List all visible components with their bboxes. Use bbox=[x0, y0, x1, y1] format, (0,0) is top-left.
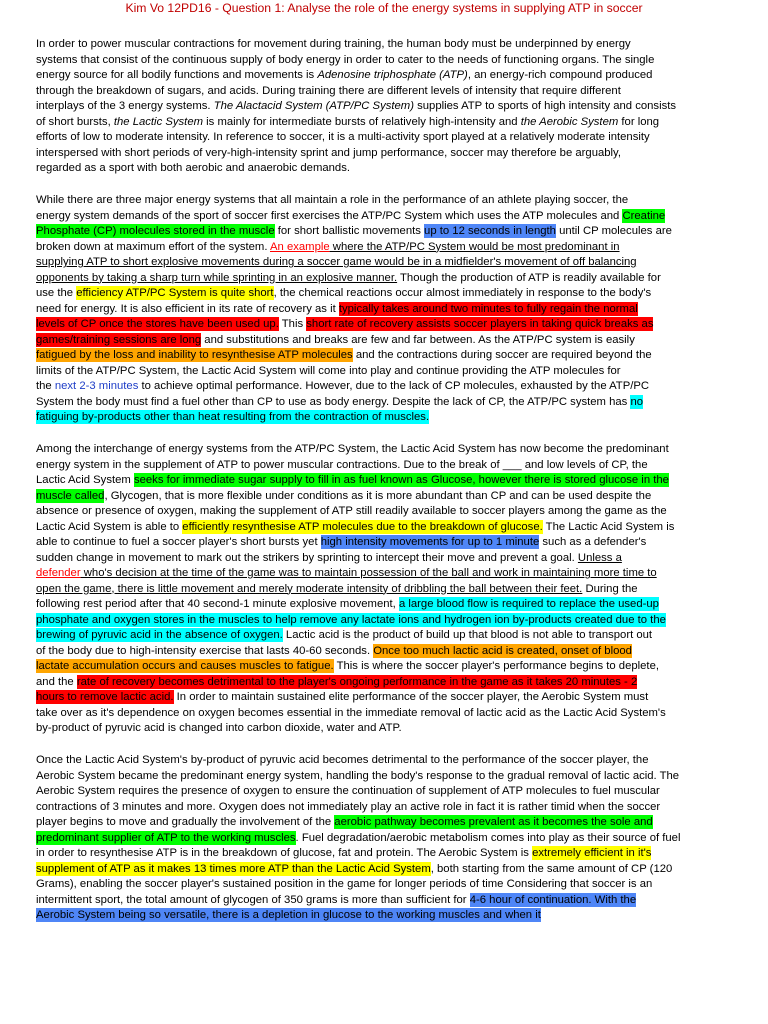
text-line bbox=[36, 473, 736, 489]
text-line bbox=[36, 566, 736, 582]
text-run: interspersed with short periods of very-high-intensity sprint and jump performance, soccer may therefore be arguably, bbox=[36, 146, 621, 159]
text-run: efforts of low to moderate intensity. In reference to soccer, it is a multi-activity sport played at a relatively moderate intensity bbox=[36, 131, 650, 143]
text-run: , both starting from the same amount of CP (120 bbox=[430, 862, 673, 875]
text-line bbox=[36, 146, 736, 162]
highlighted-text: aerobic pathway becomes prevalent as it becomes the sole and bbox=[334, 816, 653, 828]
text-run: opponents by taking a sharp turn while sprinting in an explosive manner. bbox=[36, 271, 398, 284]
text-run: In order to maintain sustained elite performance of the soccer player, the Aerobic System must bbox=[173, 691, 649, 703]
text-line bbox=[36, 784, 736, 800]
text-line bbox=[36, 831, 736, 847]
text-run: This bbox=[278, 318, 307, 330]
text-line bbox=[36, 302, 736, 318]
text-run: and substitutions and breaks are few and far between. As the ATP/PC system is easily bbox=[201, 333, 635, 346]
text-run: absence or presence of oxygen, making the supplement of ATP still readily available to soccer players among the game as the bbox=[36, 505, 667, 517]
text-run: open the game, there is little movement and merely moderate intensity of dribbling the ball between their feet. bbox=[36, 582, 583, 595]
text-line bbox=[36, 489, 736, 505]
text-run: Grams), enabling the soccer player's sustained position in the game for longer periods of time Considering that soccer is an bbox=[36, 878, 653, 890]
text-run: defender bbox=[36, 567, 81, 579]
text-run: supplying ATP to short explosive movements during a soccer game would be in a midfielder's movement of off balancing bbox=[36, 256, 637, 268]
text-run: Adenosine triphosphate (ATP) bbox=[317, 69, 468, 81]
text-line bbox=[36, 333, 736, 349]
text-line bbox=[36, 551, 736, 567]
text-line bbox=[36, 224, 736, 240]
highlighted-text: fatigued by the loss and inability to resynthesise ATP molecules bbox=[36, 349, 353, 361]
text-line bbox=[36, 84, 736, 100]
text-line bbox=[36, 99, 736, 115]
text-line bbox=[36, 520, 736, 536]
highlighted-text: muscle called bbox=[36, 489, 105, 502]
text-line bbox=[36, 442, 736, 458]
text-run: such as a defender's bbox=[539, 536, 647, 548]
text-run: The Alactacid System (ATP/PC System) bbox=[213, 100, 414, 112]
text-run: need for energy. It is also efficient in its rate of recovery as it bbox=[36, 302, 339, 315]
highlighted-text: Phosphate (CP) molecules stored in the muscle bbox=[36, 225, 275, 237]
text-run: for short ballistic movements bbox=[274, 225, 425, 237]
highlighted-text: a large blood flow is required to replace the used-up bbox=[398, 598, 659, 610]
text-run: contractions of 3 minutes and more. Oxygen does not immediately play an active role in fact it is rather timid when the soccer bbox=[36, 800, 661, 813]
highlighted-text: high intensity movements for up to 1 minute bbox=[320, 536, 540, 548]
text-run: to achieve optimal performance. However, due to the lack of CP molecules, exhausted by the ATP/PC bbox=[138, 380, 650, 392]
highlighted-text: games/training sessions are long bbox=[36, 333, 202, 346]
text-line bbox=[36, 53, 736, 69]
text-line bbox=[36, 458, 736, 474]
text-line bbox=[36, 877, 736, 893]
text-run: take over as it's dependence on oxygen becomes essential in the immediate removal of lactic acid as the Lactic Acid System's bbox=[36, 706, 666, 719]
highlighted-text: no bbox=[630, 395, 644, 408]
highlighted-text: levels of CP once the stores have been used up. bbox=[36, 318, 279, 330]
highlighted-text: 4-6 hour of continuation. With the bbox=[469, 893, 637, 906]
text-run: Aerobic System became the predominant energy system, handling the body's response to the gradual removal of lactic acid. The bbox=[36, 769, 680, 782]
text-line bbox=[36, 209, 736, 225]
highlighted-text: efficiently resynthesise ATP molecules due to the breakdown of glucose. bbox=[182, 520, 543, 533]
text-line bbox=[36, 675, 736, 691]
text-run: Once the Lactic Acid System's by-product of pyruvic acid becomes detrimental to the performance of the soccer player, the bbox=[36, 754, 649, 766]
text-line bbox=[36, 908, 736, 924]
text-run: and the contractions during soccer are required beyond the bbox=[352, 349, 652, 361]
text-line bbox=[36, 161, 736, 177]
highlighted-text: supplement of ATP as it makes 13 times more ATP than the Lactic Acid System bbox=[36, 862, 431, 875]
text-line bbox=[36, 115, 736, 131]
paragraph-2 bbox=[36, 193, 736, 426]
text-line bbox=[36, 535, 736, 551]
text-line bbox=[36, 348, 736, 364]
highlighted-text: typically takes around two minutes to fully regain the normal bbox=[338, 302, 638, 315]
text-run: limits of the ATP/PC System, the Lactic Acid System will come into play and continue providing the ATP molecules for bbox=[36, 364, 621, 377]
text-run: Lactic Acid System is able to bbox=[36, 520, 183, 533]
highlighted-text: seeks for immediate sugar supply to fill in as fuel known as Glucose, however there is stored glucose in the bbox=[133, 474, 669, 486]
text-line bbox=[36, 644, 736, 660]
text-run: of short bursts, bbox=[36, 115, 114, 128]
highlighted-text: rate of recovery becomes detrimental to the player's ongoing performance in the game as it takes 20 minutes - 2 bbox=[76, 675, 638, 688]
page-title: Kim Vo 12PD16 - Question 1: Analyse the role of the energy systems in supplying ATP in soccer bbox=[125, 1, 643, 15]
text-line bbox=[36, 582, 736, 598]
text-run: Among the interchange of energy systems from the ATP/PC System, the Lactic Acid System has now become the predominant bbox=[36, 443, 669, 455]
text-line bbox=[36, 721, 736, 737]
text-run: until CP molecules are bbox=[555, 225, 672, 237]
text-line bbox=[36, 862, 736, 878]
text-line bbox=[36, 815, 736, 831]
paragraph-1 bbox=[36, 37, 736, 177]
text-run: player begins to move and gradually the involvement of the bbox=[36, 816, 335, 828]
text-run: the bbox=[36, 380, 55, 392]
text-run: in order to resynthesise ATP is in the breakdown of glucose, fat and protein. The Aerobic System is bbox=[36, 847, 533, 859]
highlighted-text: fatiguing by-products other than heat resulting from the contraction of muscles. bbox=[36, 411, 430, 423]
text-run: Lactic acid is the product of build up that blood is not able to transport out bbox=[282, 629, 653, 641]
text-run: energy system demands of the sport of soccer first exercises the ATP/PC System which uses the ATP molecules and bbox=[36, 209, 623, 222]
highlighted-text: extremely efficient in it's bbox=[532, 847, 652, 859]
text-line bbox=[36, 690, 736, 706]
highlighted-text: hours to remove lactic acid. bbox=[36, 691, 174, 703]
text-run: supplies ATP to sports of high intensity and consists bbox=[413, 100, 677, 112]
text-run: An example bbox=[270, 240, 330, 253]
text-run: Unless a bbox=[577, 551, 622, 564]
text-run: Lactic Acid System bbox=[36, 474, 134, 486]
text-line bbox=[36, 240, 736, 256]
text-run: able to continue to fuel a soccer player's short bursts yet bbox=[36, 536, 321, 548]
text-run: , Glycogen, that is more flexible under conditions as it is more abundant than CP and can be used despite the bbox=[104, 489, 652, 502]
text-line bbox=[36, 68, 736, 84]
text-run: and the bbox=[36, 675, 77, 688]
text-run: next 2-3 minutes bbox=[54, 380, 139, 392]
text-run: by-product of pyruvic acid is changed into carbon dioxide, water and ATP. bbox=[36, 722, 402, 734]
text-line bbox=[36, 597, 736, 613]
text-run: intermittent sport, the total amount of glycogen of 350 grams is more than sufficient for bbox=[36, 893, 470, 906]
text-line bbox=[36, 193, 736, 209]
text-run: Though the production of ATP is readily available for bbox=[397, 271, 661, 284]
text-line bbox=[36, 769, 736, 785]
highlighted-text: short rate of recovery assists soccer players in taking quick breaks as bbox=[306, 318, 654, 330]
text-run: The Lactic Acid System is bbox=[542, 520, 675, 533]
text-run: regarded as a sport with both aerobic and anaerobic demands. bbox=[36, 162, 351, 174]
text-run: energy source for all bodily functions and movements is bbox=[36, 69, 318, 81]
highlighted-text: Aerobic System being so versatile, there is a depletion in glucose to the working muscles and when it bbox=[36, 909, 541, 921]
text-run: systems that consist of the continuous supply of body energy in order to cater to the needs of functioning organs. The single bbox=[36, 53, 655, 66]
text-line bbox=[36, 753, 736, 769]
text-run: where the ATP/PC System would be most predominant in bbox=[329, 240, 620, 253]
text-run: . Fuel degradation/aerobic metabolism comes into play as their source of fuel bbox=[295, 831, 681, 844]
text-run: This is where the soccer player's performance begins to deplete, bbox=[333, 660, 659, 672]
text-run: , an energy-rich compound produced bbox=[467, 69, 653, 81]
text-line bbox=[36, 286, 736, 302]
text-run: In order to power muscular contractions for movement during training, the human body must be underpinned by energy bbox=[36, 38, 631, 50]
text-line bbox=[36, 410, 736, 426]
highlighted-text: up to 12 seconds in length bbox=[424, 225, 556, 237]
text-run: While there are three major energy systems that all maintain a role in the performance of an athlete playing soccer, the bbox=[36, 194, 629, 206]
text-run: is mainly for intermediate bursts of relatively high-intensity and bbox=[203, 115, 521, 128]
text-run: energy system in the supplement of ATP to power muscular contractions. Due to the break of ___ and low levels of CP, the bbox=[36, 458, 648, 471]
text-line bbox=[36, 130, 736, 146]
text-run: broken down at maximum effort of the system. bbox=[36, 240, 270, 253]
text-run: During the bbox=[582, 582, 638, 595]
text-run: System the body must find a fuel other than CP to use as body energy. Despite the lack of CP, the ATP/PC system has bbox=[36, 395, 631, 408]
text-run: sudden change in movement to mark out the strikers by sprinting to intercept their move and prevent a goal. bbox=[36, 551, 578, 564]
text-run: for long bbox=[618, 115, 660, 128]
text-run: Aerobic System requires the presence of oxygen to ensure the continuation of supplement of ATP molecules to fuel muscular bbox=[36, 785, 660, 797]
text-run: interplays of the 3 energy systems. bbox=[36, 100, 214, 112]
text-line bbox=[36, 37, 736, 53]
text-run: , the chemical reactions occur almost immediately in response to the body's bbox=[273, 287, 652, 299]
paragraph-4 bbox=[36, 753, 736, 924]
text-line bbox=[36, 628, 736, 644]
text-line bbox=[36, 846, 736, 862]
highlighted-text: brewing of pyruvic acid in the absence of oxygen. bbox=[36, 629, 283, 641]
highlighted-text: phosphate and oxygen stores in the muscles to help remove any lactate ions and hydrogen ion by-products created due to the bbox=[36, 613, 666, 626]
text-line bbox=[36, 893, 736, 909]
text-line bbox=[36, 364, 736, 380]
text-run: through the breakdown of sugars, and acids. During training there are different levels of intensity that require different bbox=[36, 84, 621, 97]
text-line bbox=[36, 659, 736, 675]
highlighted-text: efficiency ATP/PC System is quite short bbox=[76, 287, 274, 299]
text-line bbox=[36, 379, 736, 395]
text-line bbox=[36, 504, 736, 520]
text-line bbox=[36, 317, 736, 333]
highlighted-text: predominant supplier of ATP to the working muscles bbox=[36, 831, 296, 844]
text-line bbox=[36, 613, 736, 629]
highlighted-text: lactate accumulation occurs and causes muscles to fatigue. bbox=[36, 660, 334, 672]
text-run: the Lactic System bbox=[113, 115, 204, 128]
text-run: use the bbox=[36, 287, 77, 299]
text-line bbox=[36, 255, 736, 271]
text-run: the Aerobic System bbox=[520, 115, 619, 128]
highlighted-text: Once too much lactic acid is created, onset of blood bbox=[373, 644, 632, 657]
text-run: following rest period after that 40 second-1 minute explosive movement, bbox=[36, 598, 399, 610]
text-line bbox=[36, 395, 736, 411]
highlighted-text: Creatine bbox=[622, 209, 666, 222]
text-line bbox=[36, 800, 736, 816]
text-run: of the body due to high-intensity exercise that lasts 40-60 seconds. bbox=[36, 644, 374, 657]
text-line bbox=[36, 271, 736, 287]
text-line bbox=[36, 706, 736, 722]
paragraph-3 bbox=[36, 442, 736, 737]
text-run: who's decision at the time of the game was to maintain possession of the ball and work in maintaining more time to bbox=[80, 567, 657, 579]
